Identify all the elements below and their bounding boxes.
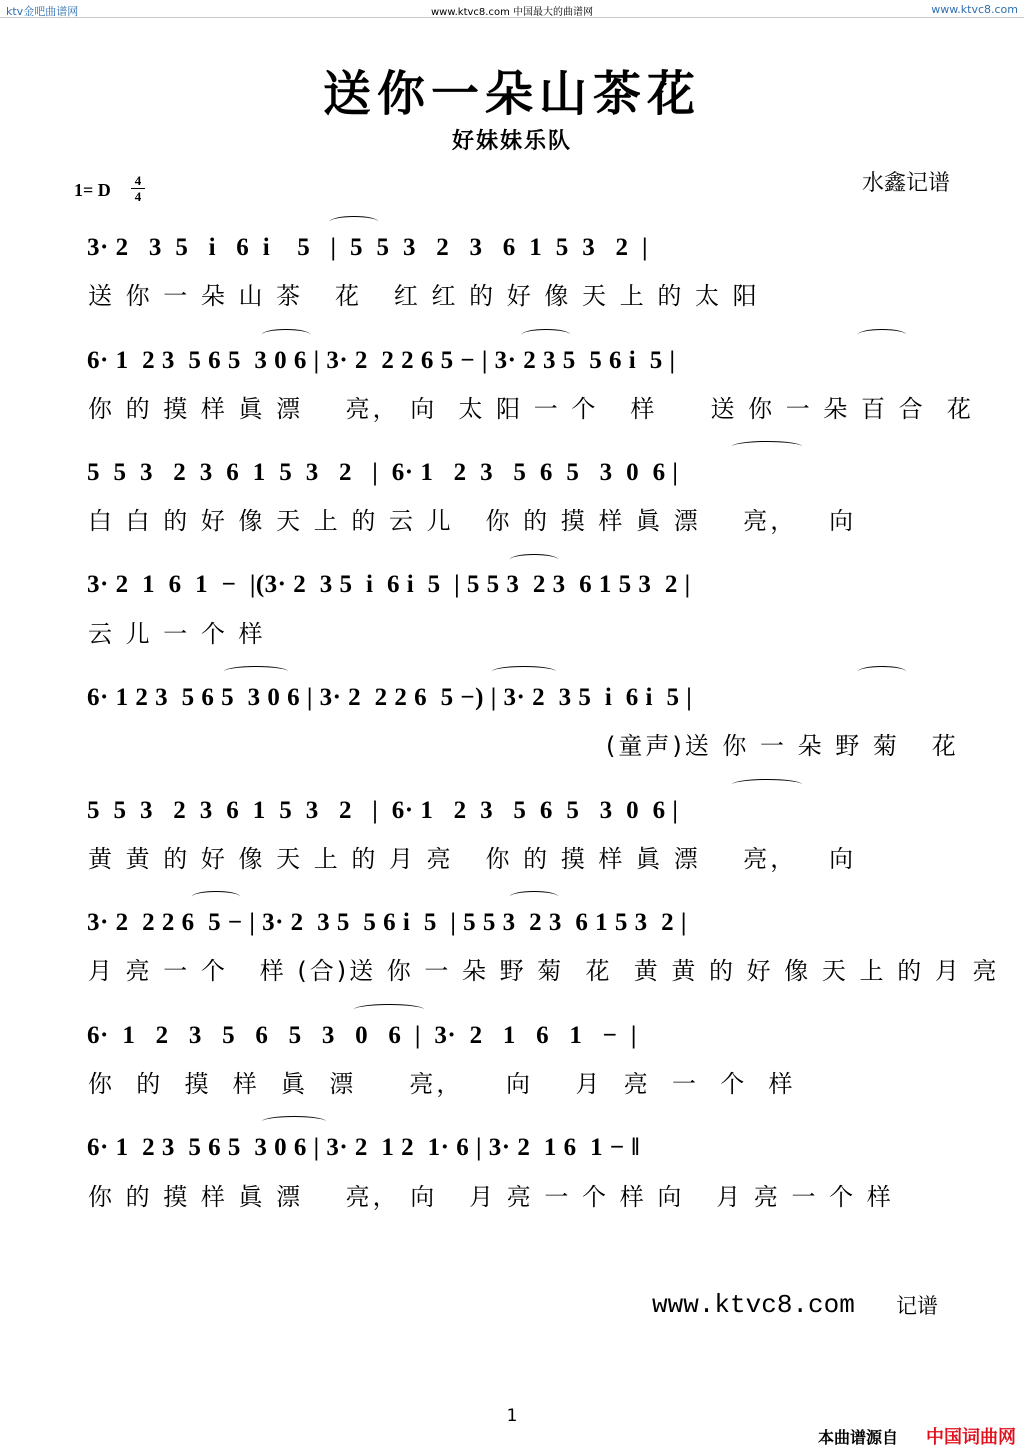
slur-mark <box>510 891 558 902</box>
slur-mark <box>858 329 906 340</box>
slur-mark <box>510 554 558 565</box>
slur-mark <box>732 441 802 452</box>
time-signature <box>131 174 145 203</box>
song-artist: 好妹妹乐队 <box>451 129 572 154</box>
notation-line-3: 5 5 3 2 3 6 1 5 3 2 | 6· 1 2 3 5 6 5 3 0 6 | <box>87 459 679 486</box>
page-number: 1 <box>506 1406 518 1426</box>
slur-mark <box>492 666 556 677</box>
header-site-center: www.ktvc8.com 中国最大的曲谱网 <box>430 7 593 18</box>
notation-line-2: 6· 1 2 3 5 6 5 3 0 6 | 3· 2 2 2 6 5 − | 3· 2 3 5 5 6 i 5 | <box>87 347 676 374</box>
slur-mark <box>522 329 570 340</box>
slur-mark <box>224 666 288 677</box>
notation-line-8: 6· 1 2 3 5 6 5 3 0 6 | 3· 2 1 6 1 − | <box>87 1022 637 1049</box>
song-title: 送你一朵山茶花 <box>322 66 701 122</box>
lyrics-line-6: 黄 黄 的 好 像 天 上 的 月 亮 你 的 摸 样 眞 漂 亮， 向 <box>88 845 857 873</box>
meter-bottom: 4 <box>134 189 142 204</box>
header-site-left: ktv金吧曲谱网 <box>6 5 79 18</box>
source-site-logo: 中国词曲网 <box>926 1427 1016 1448</box>
slur-mark <box>192 891 240 902</box>
meter-top: 4 <box>134 173 142 188</box>
lyrics-line-7: 月 亮 一 个 样 (合)送 你 一 朵 野 菊 花 黄 黄 的 好 像 天 上 的 月 亮 <box>88 957 1000 985</box>
lyrics-line-8: 你 的 摸 样 眞 漂 亮， 向 月 亮 一 个 样 <box>88 1070 796 1098</box>
slur-mark <box>262 329 310 340</box>
notation-line-5: 6· 1 2 3 5 6 5 3 0 6 | 3· 2 2 2 6 5 −) | 3· 2 3 5 i 6 i 5 | <box>87 684 693 711</box>
slur-mark <box>354 1004 424 1015</box>
lyrics-line-4: 云 儿 一 个 样 <box>88 620 266 648</box>
lyrics-line-5: (童声)送 你 一 朵 野 菊 花 <box>606 732 959 760</box>
transcriber-credit: 水鑫记谱 <box>861 171 950 196</box>
slur-mark <box>732 779 802 790</box>
lyrics-line-3: 白 白 的 好 像 天 上 的 云 儿 你 的 摸 样 眞 漂 亮， 向 <box>88 507 857 535</box>
slur-mark <box>858 666 906 677</box>
source-label: 本曲谱源自 <box>818 1428 899 1447</box>
notation-line-9: 6· 1 2 3 5 6 5 3 0 6 | 3· 2 1 2 1· 6 | 3· 2 1 6 1 − ‖ <box>87 1134 640 1161</box>
slur-mark <box>262 1116 326 1127</box>
key-signature: 1= D <box>74 180 111 200</box>
footer-credit: 记谱 <box>896 1294 938 1318</box>
footer-url: www.ktvc8.com <box>652 1290 855 1320</box>
lyrics-line-2: 你 的 摸 样 眞 漂 亮， 向 太 阳 一 个 样 送 你 一 朵 百 合 花 <box>88 395 974 423</box>
lyrics-line-9: 你 的 摸 样 眞 漂 亮， 向 月 亮 一 个 样 向 月 亮 一 个 样 <box>88 1183 894 1211</box>
notation-line-7: 3· 2 2 2 6 5 − | 3· 2 3 5 5 6 i 5 | 5 5 3 2 3 6 1 5 3 2 | <box>87 909 687 936</box>
lyrics-line-1: 送 你 一 朵 山 茶 花 红 红 的 好 像 天 上 的 太 阳 <box>88 282 760 310</box>
notation-line-4: 3· 2 1 6 1 − |(3· 2 3 5 i 6 i 5 | 5 5 3 2 3 6 1 5 3 2 | <box>87 571 691 598</box>
notation-line-6: 5 5 3 2 3 6 1 5 3 2 | 6· 1 2 3 5 6 5 3 0 6 | <box>87 797 679 824</box>
header-divider <box>0 17 1024 18</box>
notation-line-1: 3· 2 3 5 i 6 i 5 | 5 5 3 2 3 6 1 5 3 2 | <box>87 234 648 261</box>
slur-mark <box>330 216 378 227</box>
header-site-right: www.ktvc8.com <box>931 3 1018 16</box>
